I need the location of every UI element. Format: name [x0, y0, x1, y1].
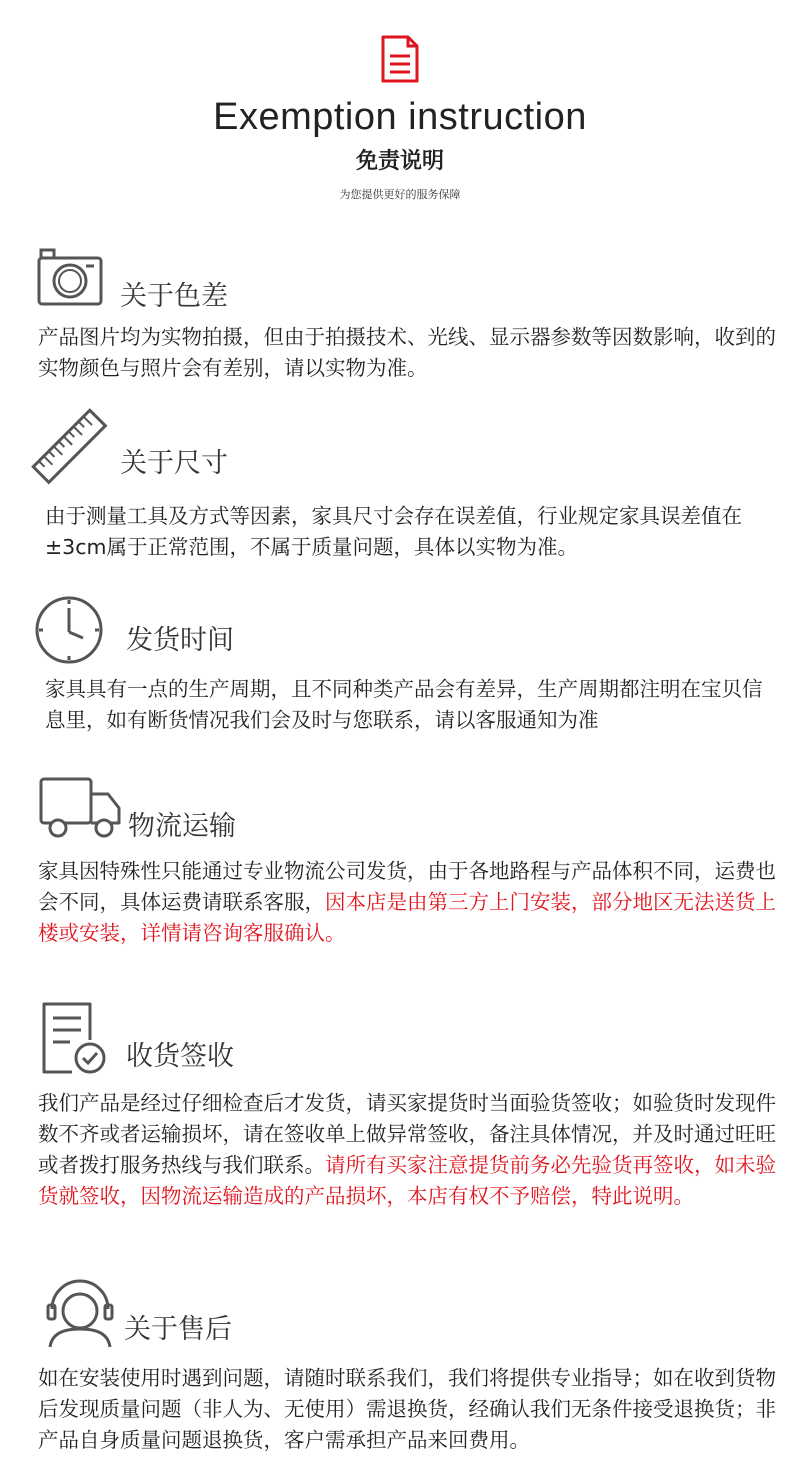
warning-text: 请所有买家注意提货前务必先验货再签收，如未验货就签收，因物流运输造成的产品损坏，本店有权不予赔偿，特此说明。 [38, 1153, 776, 1208]
page-title-en: Exemption instruction [213, 96, 587, 138]
clock-icon [33, 594, 105, 666]
warning-text: 因本店是由第三方上门安装，部分地区无法送货上楼或安装，详情请咨询客服确认。 [38, 890, 776, 945]
section-body: 家具具有一点的生产周期，且不同种类产品会有差异，生产周期都注明在宝贝信息里，如有断货情况我们会及时与您联系，请以客服通知为准 [45, 677, 763, 732]
ruler-icon [28, 405, 112, 489]
camera-icon [36, 244, 104, 308]
truck-icon [38, 776, 122, 840]
document-icon [380, 34, 420, 84]
page-title-cn: 免责说明 [355, 148, 444, 174]
receipt-check-icon [40, 1000, 110, 1076]
section-body: 如在安装使用时遇到问题，请随时联系我们，我们将提供专业指导；如在收到货物后发现质量问题（非人为、无使用）需退换货，经确认我们无条件接受退换货；非产品自身质量问题退换货，客户需承担产品来回费用。 [38, 1366, 776, 1452]
section-title: 关于售后 [124, 1314, 232, 1345]
page-subtitle: 为您提供更好的服务保障 [339, 188, 461, 201]
section-title: 收货签收 [126, 1041, 234, 1072]
customer-service-icon [42, 1275, 118, 1349]
section-title: 关于色差 [120, 281, 228, 312]
section-title: 物流运输 [128, 811, 236, 842]
section-title: 关于尺寸 [120, 448, 228, 479]
section-body: 我们产品是经过仔细检查后才发货，请买家提货时当面验货签收；如验货时发现件数不齐或者运输损坏，请在签收单上做异常签收，备注具体情况，并及时通过旺旺或者拨打服务热线与我们联系。请所有买家注意提货前务必先验货再签收，如未验货就签收，因物流运输造成的产品损坏，本店有权不予赔偿，特此说明。 [38, 1091, 776, 1208]
section-body: 家具因特殊性只能通过专业物流公司发货，由于各地路程与产品体积不同，运费也会不同，具体运费请联系客服，因本店是由第三方上门安装，部分地区无法送货上楼或安装，详情请咨询客服确认。 [38, 859, 776, 945]
section-title: 发货时间 [126, 625, 234, 656]
section-body: 产品图片均为实物拍摄，但由于拍摄技术、光线、显示器参数等因数影响，收到的实物颜色与照片会有差别，请以实物为准。 [38, 325, 776, 380]
section-body: 由于测量工具及方式等因素，家具尺寸会存在误差值，行业规定家具误差值在±3cm属于正常范围，不属于质量问题，具体以实物为准。 [45, 504, 742, 559]
